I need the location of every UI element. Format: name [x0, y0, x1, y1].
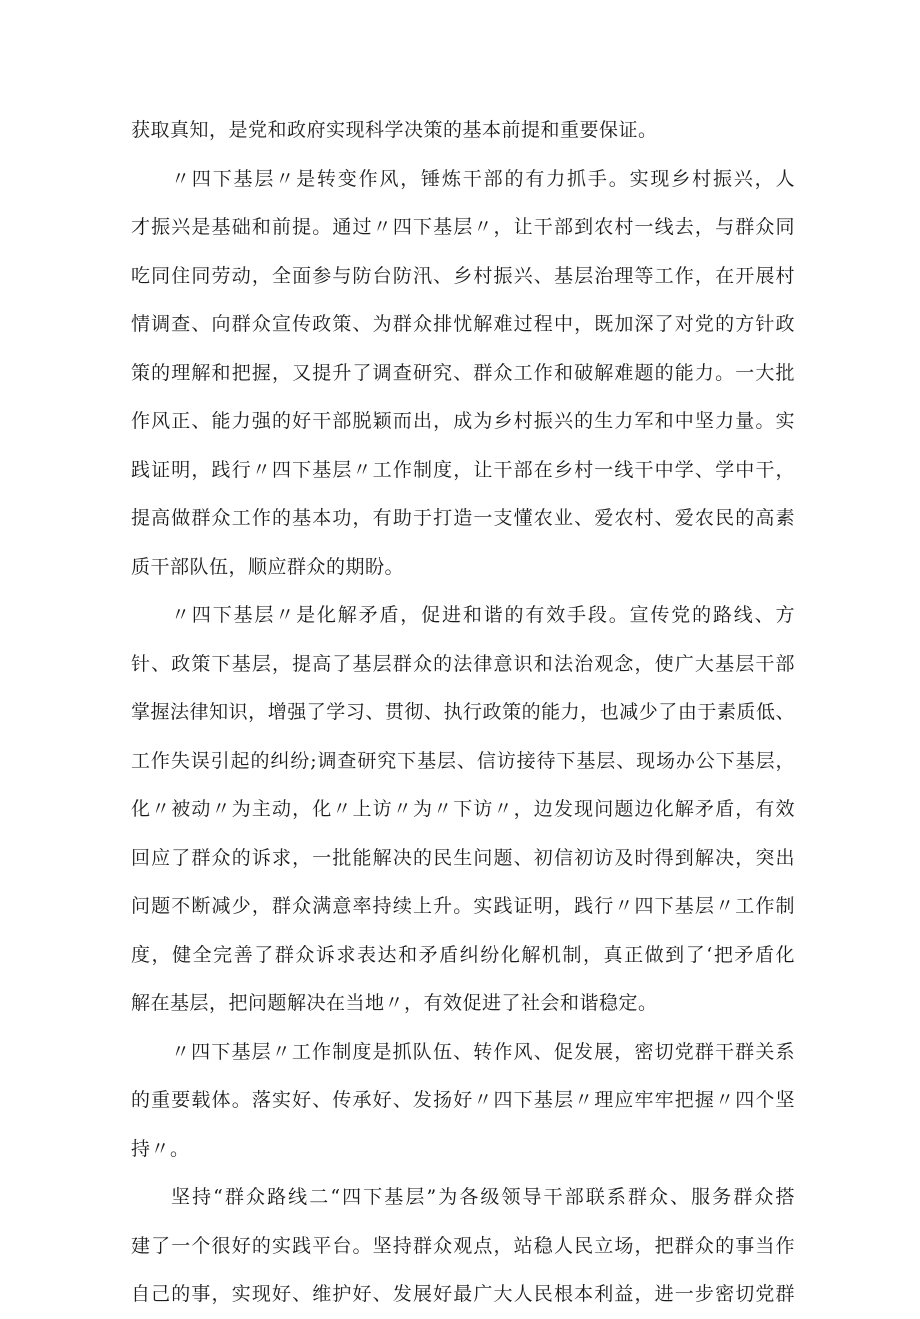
text-line: 〃四下基层〃是转变作风，锤炼干部的有力抓手。实现乡村振兴，人	[171, 167, 795, 190]
text-line: 〃四下基层〃是化解矛盾，促进和谐的有效手段。宣传党的路线、方	[171, 604, 795, 626]
text-line: 回应了群众的诉求，一批能解决的民生问题、初信初访及时得到解决，突出	[131, 846, 795, 869]
text-line: 策的理解和把握，又提升了调查研究、群众工作和破解难题的能力。一大批	[131, 361, 795, 384]
text-line: 工作失误引起的纠纷;调查研究下基层、信访接待下基层、现场办公下基层，	[131, 749, 795, 772]
text-line: 吃同住同劳动，全面参与防台防汛、乡村振兴、基层治理等工作，在开展村	[131, 264, 795, 287]
text-line: 的重要载体。落实好、传承好、发扬好〃四下基层〃理应牢牢把握〃四个坚	[131, 1089, 795, 1111]
text-line: 解在基层，把问题解决在当地〃，有效促进了社会和谐稳定。	[131, 992, 658, 1014]
text-line: 质干部队伍，顺应群众的期盼。	[131, 555, 405, 578]
text-line: 掌握法律知识，增强了学习、贯彻、执行政策的能力，也减少了由于素质低、	[131, 701, 795, 723]
text-line: 才振兴是基础和前提。通过〃四下基层〃，让干部到农村一线去，与群众同	[131, 216, 795, 238]
text-line: 提高做群众工作的基本功，有助于打造一支懂农业、爱农村、爱农民的高素	[131, 507, 795, 529]
text-line: 〃四下基层〃工作制度是抓队伍、转作风、促发展，密切党群干群关系	[171, 1040, 795, 1063]
text-line: 度，健全完善了群众诉求表达和矛盾纠纷化解机制，真正做到了‘把矛盾化	[131, 943, 795, 966]
text-line: 针、政策下基层，提高了基层群众的法律意识和法治观念，使广大基层干部	[131, 652, 795, 675]
text-line: 问题不断减少，群众满意率持续上升。实践证明，践行〃四下基层〃工作制	[131, 895, 795, 917]
text-line: 作风正、能力强的好干部脱颖而出，成为乡村振兴的生力军和中坚力量。实	[131, 410, 795, 432]
text-line: 化〃被动〃为主动，化〃上访〃为〃下访〃，边发现问题边化解矛盾，有效	[131, 798, 795, 820]
text-line: 情调查、向群众宣传政策、为群众排忧解难过程中，既加深了对党的方针政	[131, 313, 795, 335]
text-line: 获取真知，是党和政府实现科学决策的基本前提和重要保证。	[131, 119, 658, 141]
text-line: 自己的事，实现好、维护好、发展好最广大人民根本利益，进一步密切党群	[131, 1283, 795, 1305]
text-line: 践证明，践行〃四下基层〃工作制度，让干部在乡村一线干中学、学中干，	[131, 458, 795, 481]
text-line: 持〃。	[131, 1137, 190, 1160]
text-line: 坚持“群众路线二“四下基层”为各级领导干部联系群众、服务群众搭	[171, 1186, 795, 1208]
text-line: 建了一个很好的实践平台。坚持群众观点，站稳人民立场，把群众的事当作	[131, 1234, 795, 1257]
document-body	[131, 106, 795, 1319]
